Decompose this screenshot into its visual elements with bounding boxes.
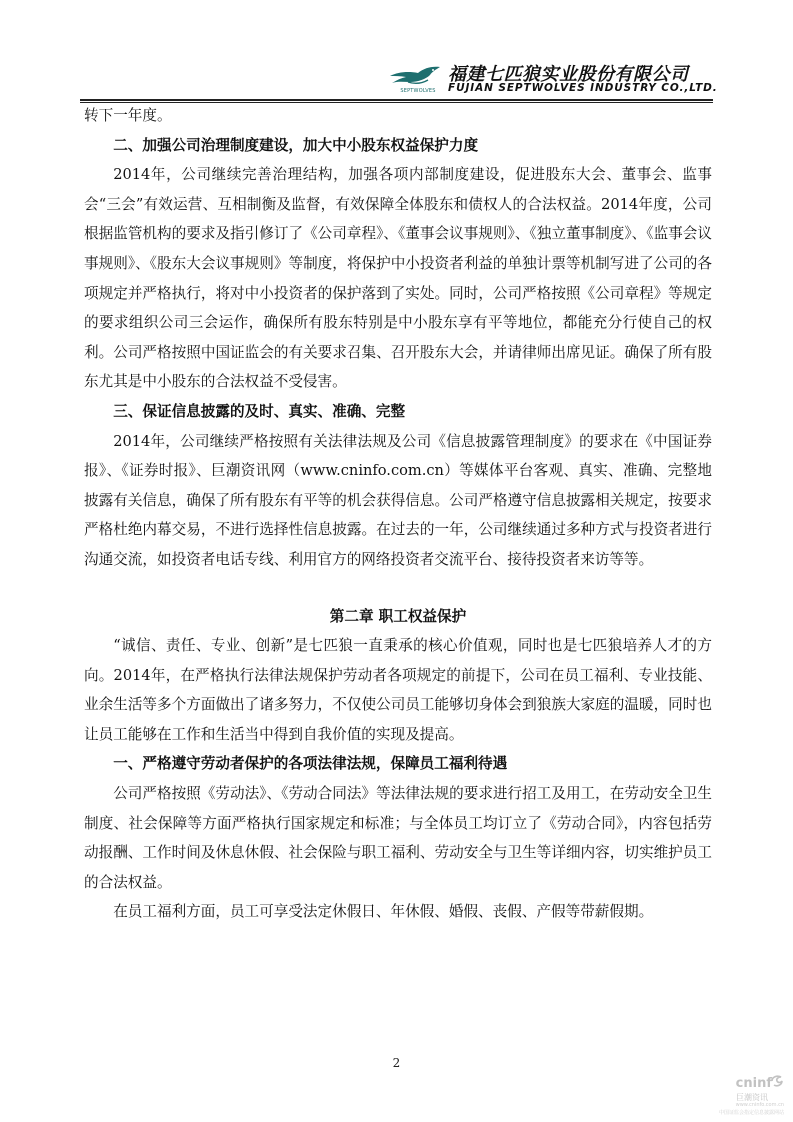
- page-number: 2: [392, 1056, 401, 1070]
- paragraph-continuation: 转下一年度。: [84, 107, 172, 124]
- section-heading-governance: 二、加强公司治理制度建设，加大中小股东权益保护力度: [113, 136, 479, 154]
- paragraph-labor-law: 公司严格按照《劳动法》、《劳动合同法》等法律法规的要求进行招工及用工，在劳动安全卫生制度、社会保障等方面严格执行国家规定和标准；与全体员工均订立了《劳动合同》，内容包括劳动报酬、工作时间及休息休假、社会保险与职工福利、劳动安全与卫生等详细内容，切实维护员工的合法权益。: [84, 785, 712, 891]
- paragraph-chapter-intro: “诚信、责任、专业、创新”是七匹狼一直秉承的核心价值观，同时也是七匹狼培养人才的方向。2014年，在严格执行法律法规保护劳动者各项规定的前提下，公司在员工福利、专业技能、业余生活等多个方面做出了诸多努力，不仅使公司员工能够切身体会到狼族大家庭的温暖，同时也让员工能够在工作和生活当中得到自我价值的实现及提高。: [84, 637, 712, 743]
- company-name-en: FUJIAN SEPTWOLVES INDUSTRY CO.,LTD.: [448, 82, 718, 94]
- section-heading-labor: 一、严格遵守劳动者保护的各项法律法规，保障员工福利待遇: [113, 755, 508, 773]
- watermark-url: www.cninfo.com.cn: [735, 1102, 784, 1108]
- watermark-brand: cninf: [735, 1076, 772, 1091]
- cninfo-watermark: [700, 1070, 790, 1120]
- paragraph-benefits: 在员工福利方面，员工可享受法定休假日、年休假、婚假、丧假、产假等带薪假期。: [113, 903, 654, 921]
- chapter-heading: 第二章 职工权益保护: [329, 607, 467, 625]
- document-body: [84, 101, 712, 927]
- section-heading-disclosure: 三、保证信息披露的及时、真实、准确、完整: [113, 402, 406, 420]
- watermark-cn: 巨潮资讯: [736, 1093, 768, 1102]
- paragraph-disclosure: 2014年，公司继续严格按照有关法律法规及公司《信息披露管理制度》的要求在《中国证券报》、《证券时报》、巨潮资讯网（www.cninfo.com.cn）等媒体平台客观、真实、准确、完整地披露有关信息，确保了所有股东有平等的机会获得信息。公司严格遵守信息披露相关规定，按要求严格杜绝内幕交易，不进行选择性信息披露。在过去的一年，公司继续通过多种方式与投资者进行沟通交流，如投资者电话专线、利用官方的网络投资者交流平台、接待投资者来访等等。: [84, 432, 712, 568]
- cninfo-swirl-icon: [770, 1074, 784, 1088]
- logo-subtitle: SEPTWOLVES: [400, 88, 436, 94]
- company-name-cn: 福建七匹狼实业股份有限公司: [448, 64, 689, 85]
- watermark-slogan: 中国证监会指定信息披露网站: [718, 1110, 784, 1116]
- paragraph-governance: 2014年，公司继续完善治理结构，加强各项内部制度建设，促进股东大会、董事会、监事会“三会”有效运营、互相制衡及监督，有效保障全体股东和债权人的合法权益。2014年度，公司根据监管机构的要求及指引修订了《公司章程》、《董事会议事规则》、《独立董事制度》、《监事会议事规则》、《股东大会议事规则》等制度，将保护中小投资者利益的单独计票等机制写进了公司的各项规定并严格执行，将对中小投资者的保护落到了实处。同时，公司严格按照《公司章程》等规定的要求组织公司三会运作，确保所有股东特别是中小股东享有平等地位，都能充分行使自己的权利。公司严格按照中国证监会的有关要求召集、召开股东大会，并请律师出席见证。确保了所有股东尤其是中小股东的合法权益不受侵害。: [84, 166, 712, 391]
- document-header: [388, 58, 718, 100]
